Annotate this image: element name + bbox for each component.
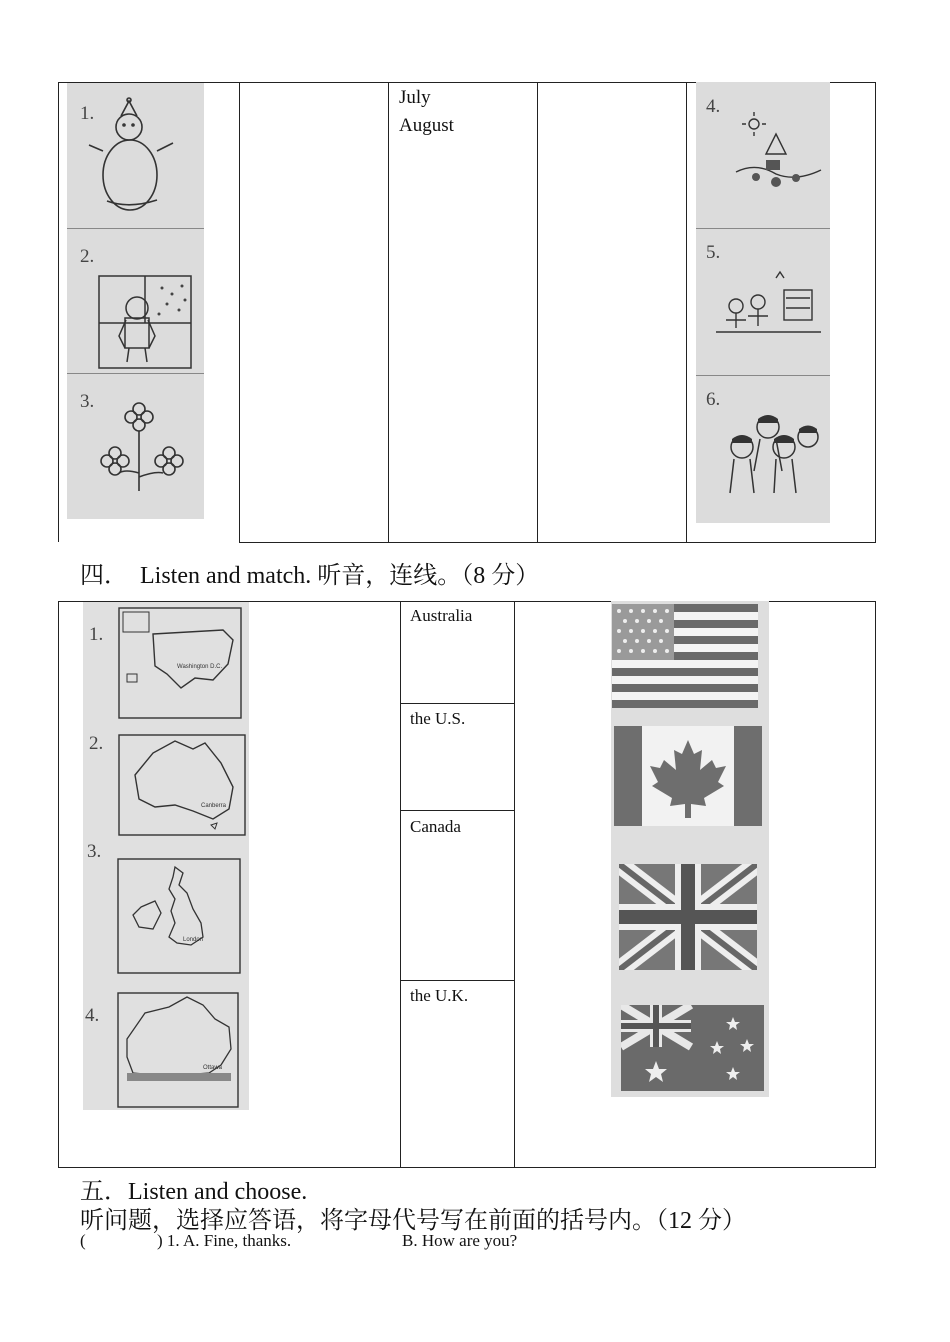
picture-cell-4 (696, 82, 830, 228)
map-label-1: Washington D.C. (177, 664, 223, 670)
picture-cell-5 (696, 228, 830, 375)
section5-heading: 五．Listen and choose. (80, 1179, 308, 1205)
month-august: August (399, 115, 454, 136)
picture-cell-1 (67, 83, 204, 228)
canada-flag-icon (614, 726, 762, 826)
answer-bracket-open: ( (80, 1231, 86, 1250)
map-number-1: 1. (89, 624, 104, 645)
children-outdoors-icon (696, 228, 830, 375)
snowman-icon (67, 83, 204, 228)
flower-icon (67, 373, 204, 519)
uk-map-icon (83, 837, 249, 977)
picture-cell-2 (67, 228, 204, 373)
question-1-option-a: ) 1. A. Fine, thanks. (157, 1231, 292, 1250)
map-number-3: 3. (87, 841, 102, 862)
uk-flag-icon (619, 864, 757, 970)
picture-cell-6 (696, 375, 830, 523)
canada-map-icon (83, 977, 249, 1110)
children-singing-icon (696, 375, 830, 523)
picture-number-1: 1. (80, 103, 95, 124)
map-number-2: 2. (89, 733, 104, 754)
country-australia: Australia (410, 606, 473, 625)
country-us: the U.S. (410, 709, 466, 728)
australia-flag-icon (621, 1005, 764, 1091)
section5-instruction: 听问题，选择应答语，将字母代号写在前面的括号内。（12 分） (80, 1208, 746, 1234)
map-cell-4 (83, 977, 249, 1110)
child-at-window-icon (67, 228, 204, 373)
country-canada: Canada (410, 817, 461, 836)
map-cell-2 (83, 727, 249, 837)
map-label-2: Canberra (201, 803, 227, 809)
picture-number-6: 6. (706, 389, 721, 410)
section4-heading: 四． Listen and match. 听音，连线。（8 分） (80, 563, 540, 589)
picture-number-5: 5. (706, 242, 721, 263)
us-map-icon (83, 602, 249, 727)
map-cell-1 (83, 602, 249, 727)
month-july: July (399, 87, 431, 108)
map-number-4: 4. (85, 1005, 100, 1026)
beach-scene-icon (696, 82, 830, 228)
us-flag-icon (612, 604, 758, 708)
map-label-3: London (183, 937, 204, 943)
australia-map-icon (83, 727, 249, 837)
question-1 (80, 1231, 780, 1253)
picture-cell-3 (67, 373, 204, 519)
map-cell-3 (83, 837, 249, 977)
picture-number-2: 2. (80, 246, 95, 267)
country-uk: the U.K. (410, 986, 469, 1005)
question-1-option-b: B. How are you? (402, 1231, 518, 1250)
picture-number-4: 4. (706, 96, 721, 117)
picture-number-3: 3. (80, 391, 95, 412)
answer-blank[interactable] (88, 1231, 158, 1251)
map-label-4: Ottawa (203, 1065, 223, 1071)
